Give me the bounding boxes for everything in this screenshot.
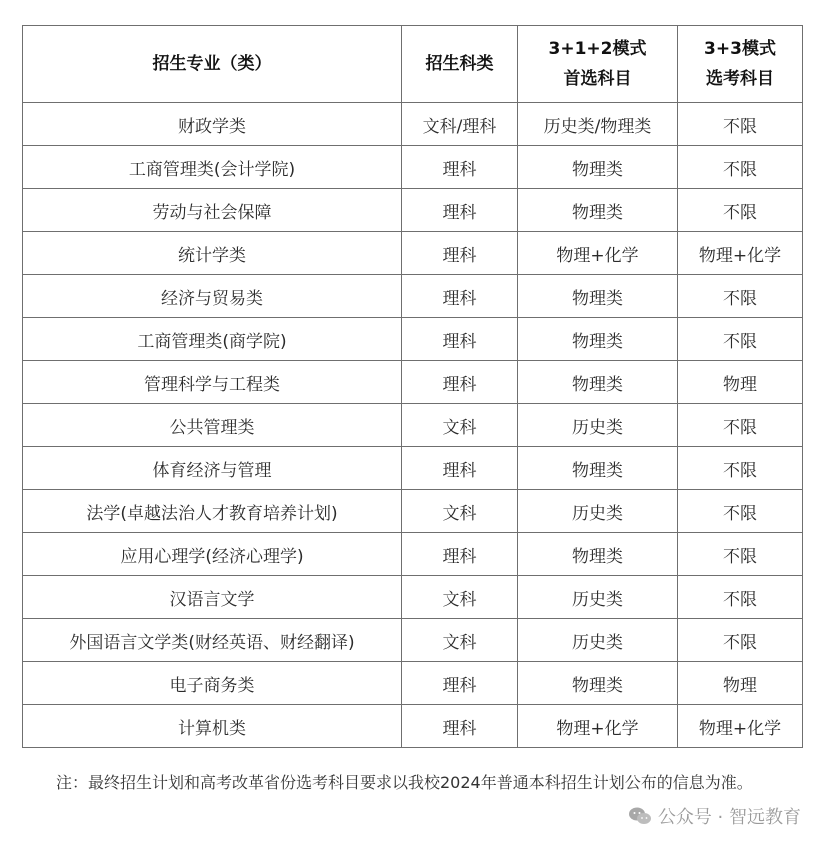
table-cell: 物理类 [518, 318, 678, 361]
table-cell: 理科 [402, 232, 518, 275]
table-row [23, 576, 803, 619]
table-cell: 公共管理类 [23, 404, 402, 447]
table-row [23, 619, 803, 662]
table-cell: 不限 [678, 146, 803, 189]
wechat-icon [628, 806, 652, 826]
table-cell: 物理类 [518, 662, 678, 705]
table-cell: 应用心理学(经济心理学) [23, 533, 402, 576]
table-cell: 历史类 [518, 404, 678, 447]
table-cell: 计算机类 [23, 705, 402, 748]
table-row [23, 361, 803, 404]
table-cell: 不限 [678, 490, 803, 533]
table-cell: 工商管理类(会计学院) [23, 146, 402, 189]
watermark-text: 公众号 · 智远教育 [657, 807, 801, 828]
table-cell: 文科 [402, 619, 518, 662]
admission-subject-table [22, 25, 803, 748]
table-header-row [23, 26, 803, 103]
table-cell: 不限 [678, 619, 803, 662]
table-cell: 物理类 [518, 275, 678, 318]
table-cell: 物理类 [518, 447, 678, 490]
table-cell: 物理+化学 [518, 705, 678, 748]
table-cell: 劳动与社会保障 [23, 189, 402, 232]
table-cell: 工商管理类(商学院) [23, 318, 402, 361]
table-cell: 汉语言文学 [23, 576, 402, 619]
table-cell: 历史类/物理类 [518, 103, 678, 146]
table-body [23, 103, 803, 748]
table-cell: 不限 [678, 189, 803, 232]
column-header-4: 3+3模式 选考科目 [678, 26, 803, 103]
table-cell: 不限 [678, 533, 803, 576]
table-cell: 文科 [402, 490, 518, 533]
table-cell: 理科 [402, 705, 518, 748]
table-row [23, 232, 803, 275]
table-cell: 理科 [402, 447, 518, 490]
table-cell: 管理科学与工程类 [23, 361, 402, 404]
table-cell: 文科 [402, 576, 518, 619]
table-cell: 物理类 [518, 146, 678, 189]
table-cell: 物理类 [518, 533, 678, 576]
table-row [23, 318, 803, 361]
column-header-3: 3+1+2模式 首选科目 [518, 26, 678, 103]
footnote: 注：最终招生计划和高考改革省份选考科目要求以我校2024年普通本科招生计划公布的信息为准。 [56, 773, 753, 792]
table-row [23, 705, 803, 748]
table-row [23, 404, 803, 447]
table-cell: 不限 [678, 404, 803, 447]
table-row [23, 490, 803, 533]
table-cell: 理科 [402, 318, 518, 361]
table-cell: 历史类 [518, 490, 678, 533]
table-row [23, 103, 803, 146]
table-cell: 经济与贸易类 [23, 275, 402, 318]
table-row [23, 146, 803, 189]
table-cell: 理科 [402, 662, 518, 705]
table-cell: 历史类 [518, 576, 678, 619]
table-cell: 财政学类 [23, 103, 402, 146]
table-cell: 理科 [402, 533, 518, 576]
table-cell: 物理类 [518, 361, 678, 404]
table-cell: 不限 [678, 576, 803, 619]
table-cell: 法学(卓越法治人才教育培养计划) [23, 490, 402, 533]
table-cell: 文科 [402, 404, 518, 447]
table-cell: 不限 [678, 275, 803, 318]
table-cell: 文科/理科 [402, 103, 518, 146]
table-cell: 体育经济与管理 [23, 447, 402, 490]
table-cell: 不限 [678, 447, 803, 490]
table-cell: 历史类 [518, 619, 678, 662]
table-cell: 物理 [678, 662, 803, 705]
table-cell: 物理 [678, 361, 803, 404]
table-cell: 理科 [402, 275, 518, 318]
table-cell: 物理+化学 [518, 232, 678, 275]
watermark [628, 803, 801, 829]
column-header-1: 招生专业（类） [23, 26, 402, 103]
table-row [23, 447, 803, 490]
admission-table-wrapper [22, 25, 803, 748]
table-cell: 不限 [678, 318, 803, 361]
table-cell: 理科 [402, 361, 518, 404]
table-cell: 物理+化学 [678, 705, 803, 748]
column-header-2: 招生科类 [402, 26, 518, 103]
table-cell: 外国语言文学类(财经英语、财经翻译) [23, 619, 402, 662]
table-cell: 不限 [678, 103, 803, 146]
table-cell: 理科 [402, 189, 518, 232]
table-row [23, 662, 803, 705]
table-cell: 物理+化学 [678, 232, 803, 275]
table-row [23, 533, 803, 576]
table-cell: 电子商务类 [23, 662, 402, 705]
table-row [23, 275, 803, 318]
table-cell: 统计学类 [23, 232, 402, 275]
table-cell: 物理类 [518, 189, 678, 232]
table-cell: 理科 [402, 146, 518, 189]
table-row [23, 189, 803, 232]
